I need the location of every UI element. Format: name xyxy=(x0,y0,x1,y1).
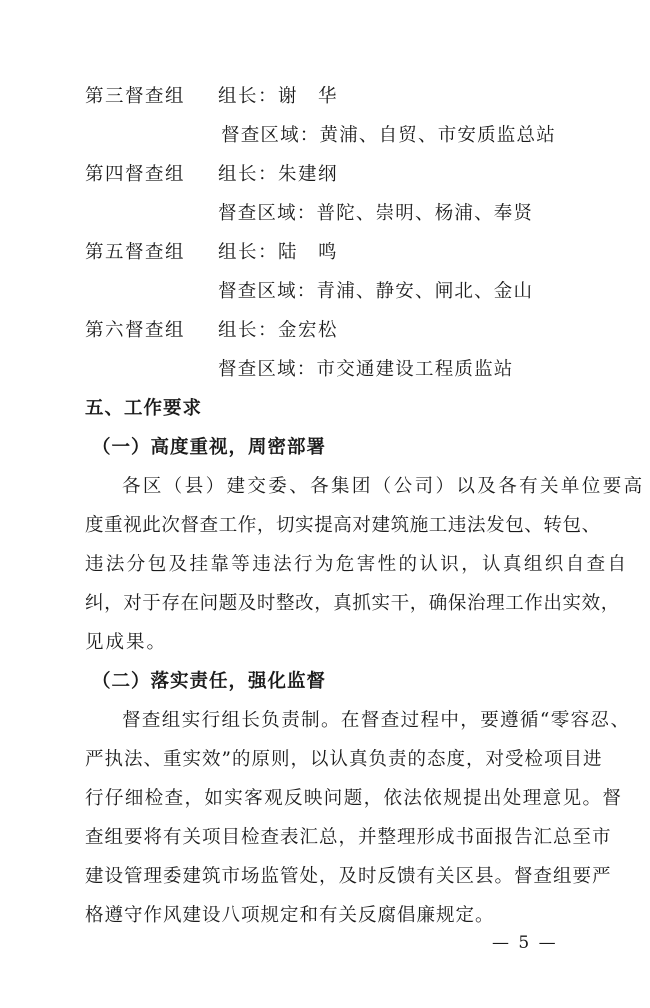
group-leader: 组长：谢 华 xyxy=(218,86,339,107)
subsection-heading: （一）高度重视，周密部署 xyxy=(92,437,327,458)
paragraph-line: 督查组实行组长负责制。在督查过程中，要遵循“零容忍、 xyxy=(122,710,631,731)
paragraph-line: 格遵守作风建设八项规定和有关反腐倡廉规定。 xyxy=(85,905,495,926)
group-name: 第六督查组 xyxy=(85,320,186,341)
subsection-heading: （二）落实责任，强化监督 xyxy=(92,671,327,692)
section-heading: 五、工作要求 xyxy=(85,398,203,419)
group-region: 督查区域：普陀、崇明、杨浦、奉贤 xyxy=(218,203,534,224)
paragraph-line: 见成果。 xyxy=(85,632,168,653)
paragraph-line: 建设管理委建筑市场监管处，及时反馈有关区县。督查组要严 xyxy=(85,866,612,887)
group-region: 督查区域：青浦、静安、闸北、金山 xyxy=(218,281,534,302)
page-number: — 5 — xyxy=(492,933,558,953)
paragraph-line: 严执法、重实效”的原则，以认真负责的态度，对受检项目进 xyxy=(85,749,603,770)
paragraph-line: 纠，对于存在问题及时整改，真抓实干，确保治理工作出实效， xyxy=(85,593,620,614)
paragraph-line: 违法分包及挂靠等违法行为危害性的认识，认真组织自查自 xyxy=(85,554,629,575)
group-region: 督查区域：市交通建设工程质监站 xyxy=(218,359,514,380)
group-leader: 组长：金宏松 xyxy=(218,320,339,341)
group-region: 督查区域：黄浦、自贸、市安质监总站 xyxy=(221,125,556,146)
paragraph-line: 行仔细检查，如实客观反映问题，依法依规提出处理意见。督 xyxy=(85,788,623,809)
group-leader: 组长：陆 鸣 xyxy=(218,242,339,263)
paragraph-line: 度重视此次督查工作，切实提高对建筑施工违法发包、转包、 xyxy=(85,515,601,536)
group-name: 第四督查组 xyxy=(85,164,186,185)
paragraph-line: 各区（县）建交委、各集团（公司）以及各有关单位要高 xyxy=(122,476,645,497)
group-name: 第三督查组 xyxy=(85,86,186,107)
group-name: 第五督查组 xyxy=(85,242,186,263)
paragraph-line: 查组要将有关项目检查表汇总，并整理形成书面报告汇总至市 xyxy=(85,827,612,848)
group-leader: 组长：朱建纲 xyxy=(218,164,339,185)
